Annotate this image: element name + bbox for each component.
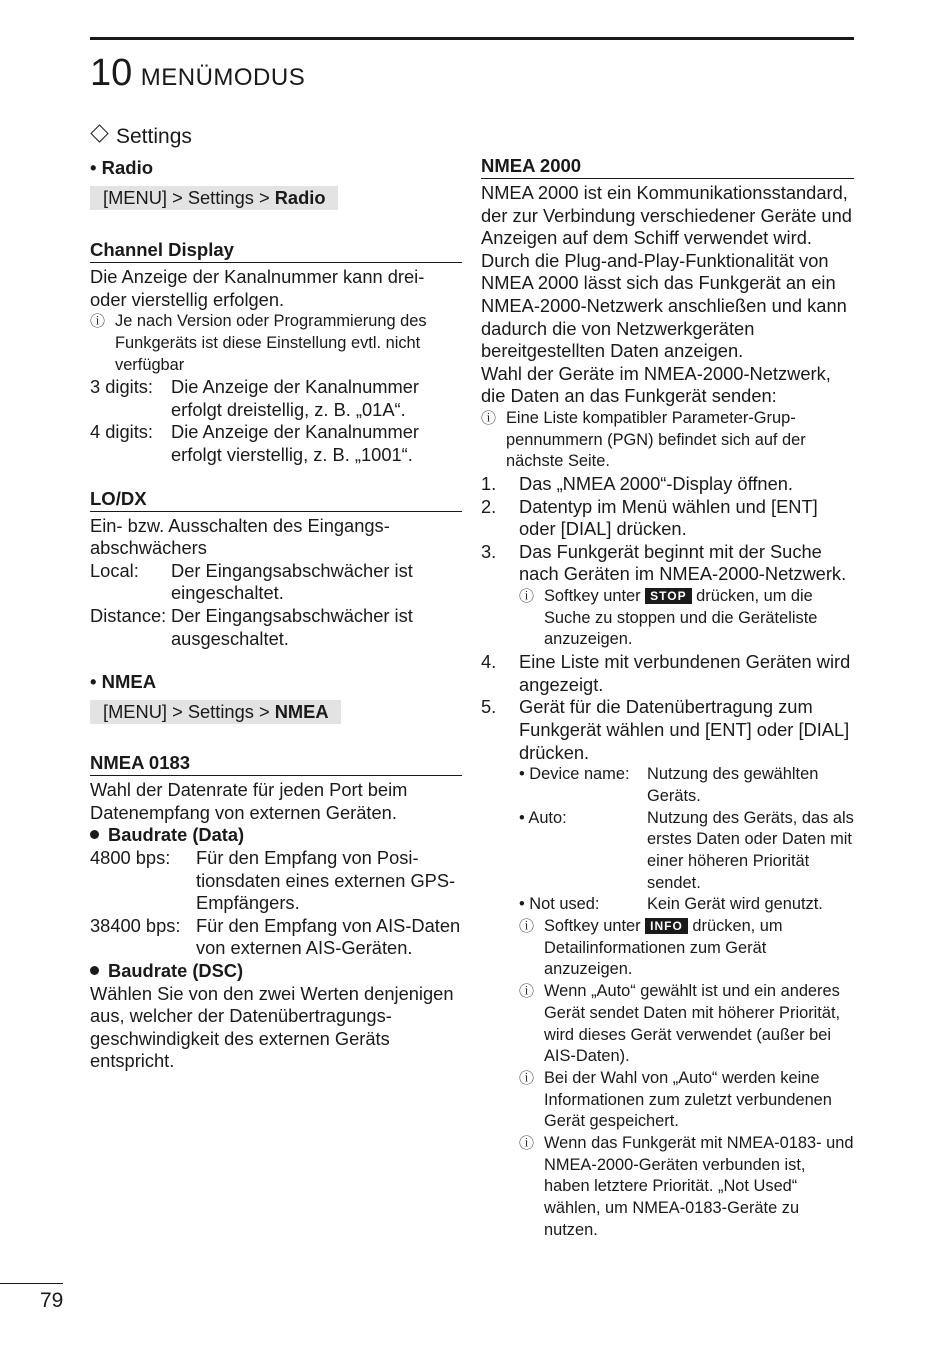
chapter-title: MENÜMODUS	[140, 64, 306, 91]
channel-display-note: ⓘ Je nach Version oder Programmierung des Funkgeräts ist diese Einstellung evtl. nicht verfügbar	[90, 311, 462, 376]
stop-softkey-icon: STOP	[645, 588, 691, 604]
options-list	[519, 764, 854, 916]
nmea2000-p2: Durch die Plug-and-Play-Funktionalität von NMEA 2000 lässt sich das Funkgerät an ein NMEA-2000-Netzwerk anschließen und kann dadurch die von Netzwerkgeräten bereitgestellten Daten anzeigen.	[481, 249, 847, 362]
info-icon: ⓘ	[481, 409, 497, 427]
channel-display-text: Die Anzeige der Kanalnummer kann drei- oder vierstellig erfolgen.	[90, 266, 425, 310]
info-icon: ⓘ	[519, 983, 535, 1001]
lodx-heading: LO/DX	[90, 487, 462, 512]
lodx-text: Ein- bzw. Ausschalten des Eingangsabschwächers	[90, 514, 390, 559]
list-item: 1. Das „NMEA 2000“-Display öffnen.	[481, 473, 794, 495]
info-icon: ⓘ	[519, 588, 535, 606]
def-4800: 4800 bps: Für den Empfang von Positionsdaten eines externen GPS-Empfängers.	[90, 847, 456, 914]
pgn-note: ⓘ Eine Liste kompatibler Parameter-Gruppennummern (PGN) befindet sich auf der nächste Seite.	[481, 408, 854, 473]
nmea2000-p3: Wahl der Geräte im NMEA-2000-Netzwerk, die Daten an das Funkgerät senden:	[481, 362, 831, 407]
chapter-number: 10	[90, 52, 133, 94]
auto-memory-note: ⓘ Bei der Wahl von „Auto“ werden keine Informationen zum zuletzt verbundenen Gerät gespeichert.	[519, 1068, 854, 1133]
list-item: 3. Das Funkgerät beginnt mit der Suche nach Geräten im NMEA-2000-Netzwerk. ⓘ Softkey unter STOP drücken, um die Suche zu stoppen und die Geräteliste anzuzeigen.	[481, 541, 854, 651]
auto-note: ⓘ Wenn „Auto“ gewählt ist und ein anderes Gerät sendet Daten mit höherer Priorität, wird dieses Gerät verwendet (außer bei AIS-Daten).	[519, 981, 854, 1068]
baudrate-data-title: Baudrate (Data)	[90, 824, 462, 847]
def-local: Local: Der Eingangsabschwächer ist eingeschaltet.	[90, 559, 413, 604]
header-rule	[90, 37, 854, 40]
info-icon: ⓘ	[90, 313, 106, 331]
section-title: Settings	[90, 120, 462, 154]
info-icon: ⓘ	[519, 1069, 535, 1087]
baudrate-dsc-text: Wählen Sie von den zwei Werten denjenigen aus, welcher der Datenübertragungsgeschwindigkeit des externen Geräts entspricht.	[90, 982, 454, 1072]
nmea0183-heading: NMEA 0183	[90, 751, 462, 776]
list-item: 2. Datentyp im Menü wählen und [ENT] oder [DIAL] drücken.	[481, 495, 818, 540]
priority-note: ⓘ Wenn das Funkgerät mit NMEA-0183- und NMEA-2000-Geräten verbunden ist, haben letztere Priorität. „Not Used“ wählen, um NMEA-0183-Geräte zu nutzen.	[519, 1133, 854, 1242]
nmea2000-p1: NMEA 2000 ist ein Kommunikationsstandard, der zur Verbindung verschiedener Geräte und Anzeigen auf dem Schiff verwendet wird.	[481, 182, 852, 249]
radio-menu-path: [MENU] > Settings > Radio	[90, 186, 462, 210]
stop-note: ⓘ Softkey unter STOP drücken, um die Suche zu stoppen und die Geräteliste anzuzeigen.	[519, 586, 854, 651]
option-auto: • Auto: Nutzung des Geräts, das als erstes Daten oder Daten mit einer höheren Priorität sendet.	[519, 808, 854, 892]
def-3-digits: 3 digits: Die Anzeige der Kanalnummer erfolgt dreistellig, z. B. „01A“.	[90, 376, 419, 420]
nmea-bullet-title: • NMEA	[90, 671, 157, 693]
page-number: 79	[40, 1289, 64, 1312]
steps-list	[481, 473, 854, 1242]
bullet-icon	[90, 966, 99, 975]
footer-rule	[0, 1283, 63, 1284]
def-distance: Distance: Der Eingangsabschwächer ist ausgeschaltet.	[90, 605, 413, 649]
nmea2000-heading: NMEA 2000	[481, 154, 854, 179]
right-column	[481, 154, 854, 1242]
nmea-menu-path: [MENU] > Settings > NMEA	[90, 700, 462, 724]
nmea0183-text: Wahl der Datenrate für jeden Port beim Datenempfang von externen Geräten.	[90, 779, 408, 823]
def-38400: 38400 bps: Für den Empfang von AIS-Daten von externen AIS-Geräten.	[90, 914, 461, 959]
option-not-used: • Not used: Kein Gerät wird genutzt.	[519, 895, 823, 914]
chapter-heading	[90, 50, 305, 101]
left-column	[90, 120, 462, 1073]
info-note: ⓘ Softkey unter INFO drücken, um Detailinformationen zum Gerät anzuzeigen.	[519, 916, 854, 981]
diamond-icon	[90, 124, 108, 142]
list-item: 5. Gerät für die Datenübertragung zum Funkgerät wählen und [ENT] oder [DIAL] drücken. • Device name: Nutzung des gewählten Geräts. • Auto: Nutzung des Geräts, das als erstes Daten oder Daten mit einer höheren Priorität sendet. • Not used: Kein Gerät wird genutzt. ⓘ Softkey unter INFO drücken, um Detailinformationen zum Gerät anzuzeigen. ⓘ Wenn „Auto“ gewählt ist und ein anderes Gerät sendet Daten mit höherer Priorität, wird dieses Gerät verwendet (außer bei AIS-Daten). ⓘ Bei der Wahl von „Auto“ werden keine Informationen zum zuletzt verbundenen Gerät gespeichert. ⓘ Wenn das Funkgerät mit NMEA-0183- und NMEA-2000-Geräten verbunden ist, haben letztere Priorität. „Not Used“ wählen, um NMEA-0183-Geräte zu nutzen.	[481, 696, 854, 1241]
radio-bullet-title: • Radio	[90, 157, 154, 178]
channel-display-heading: Channel Display	[90, 238, 462, 263]
bullet-icon	[90, 830, 99, 839]
def-4-digits: 4 digits: Die Anzeige der Kanalnummer erfolgt vierstellig, z. B. „1001“.	[90, 421, 419, 466]
info-icon: ⓘ	[519, 1135, 535, 1153]
info-icon: ⓘ	[519, 918, 535, 936]
baudrate-dsc-title: Baudrate (DSC)	[90, 960, 462, 983]
list-item: 4. Eine Liste mit verbundenen Geräten wird angezeigt.	[481, 651, 851, 695]
option-device-name: • Device name: Nutzung des gewählten Geräts.	[519, 765, 819, 805]
info-softkey-icon: INFO	[645, 918, 688, 934]
